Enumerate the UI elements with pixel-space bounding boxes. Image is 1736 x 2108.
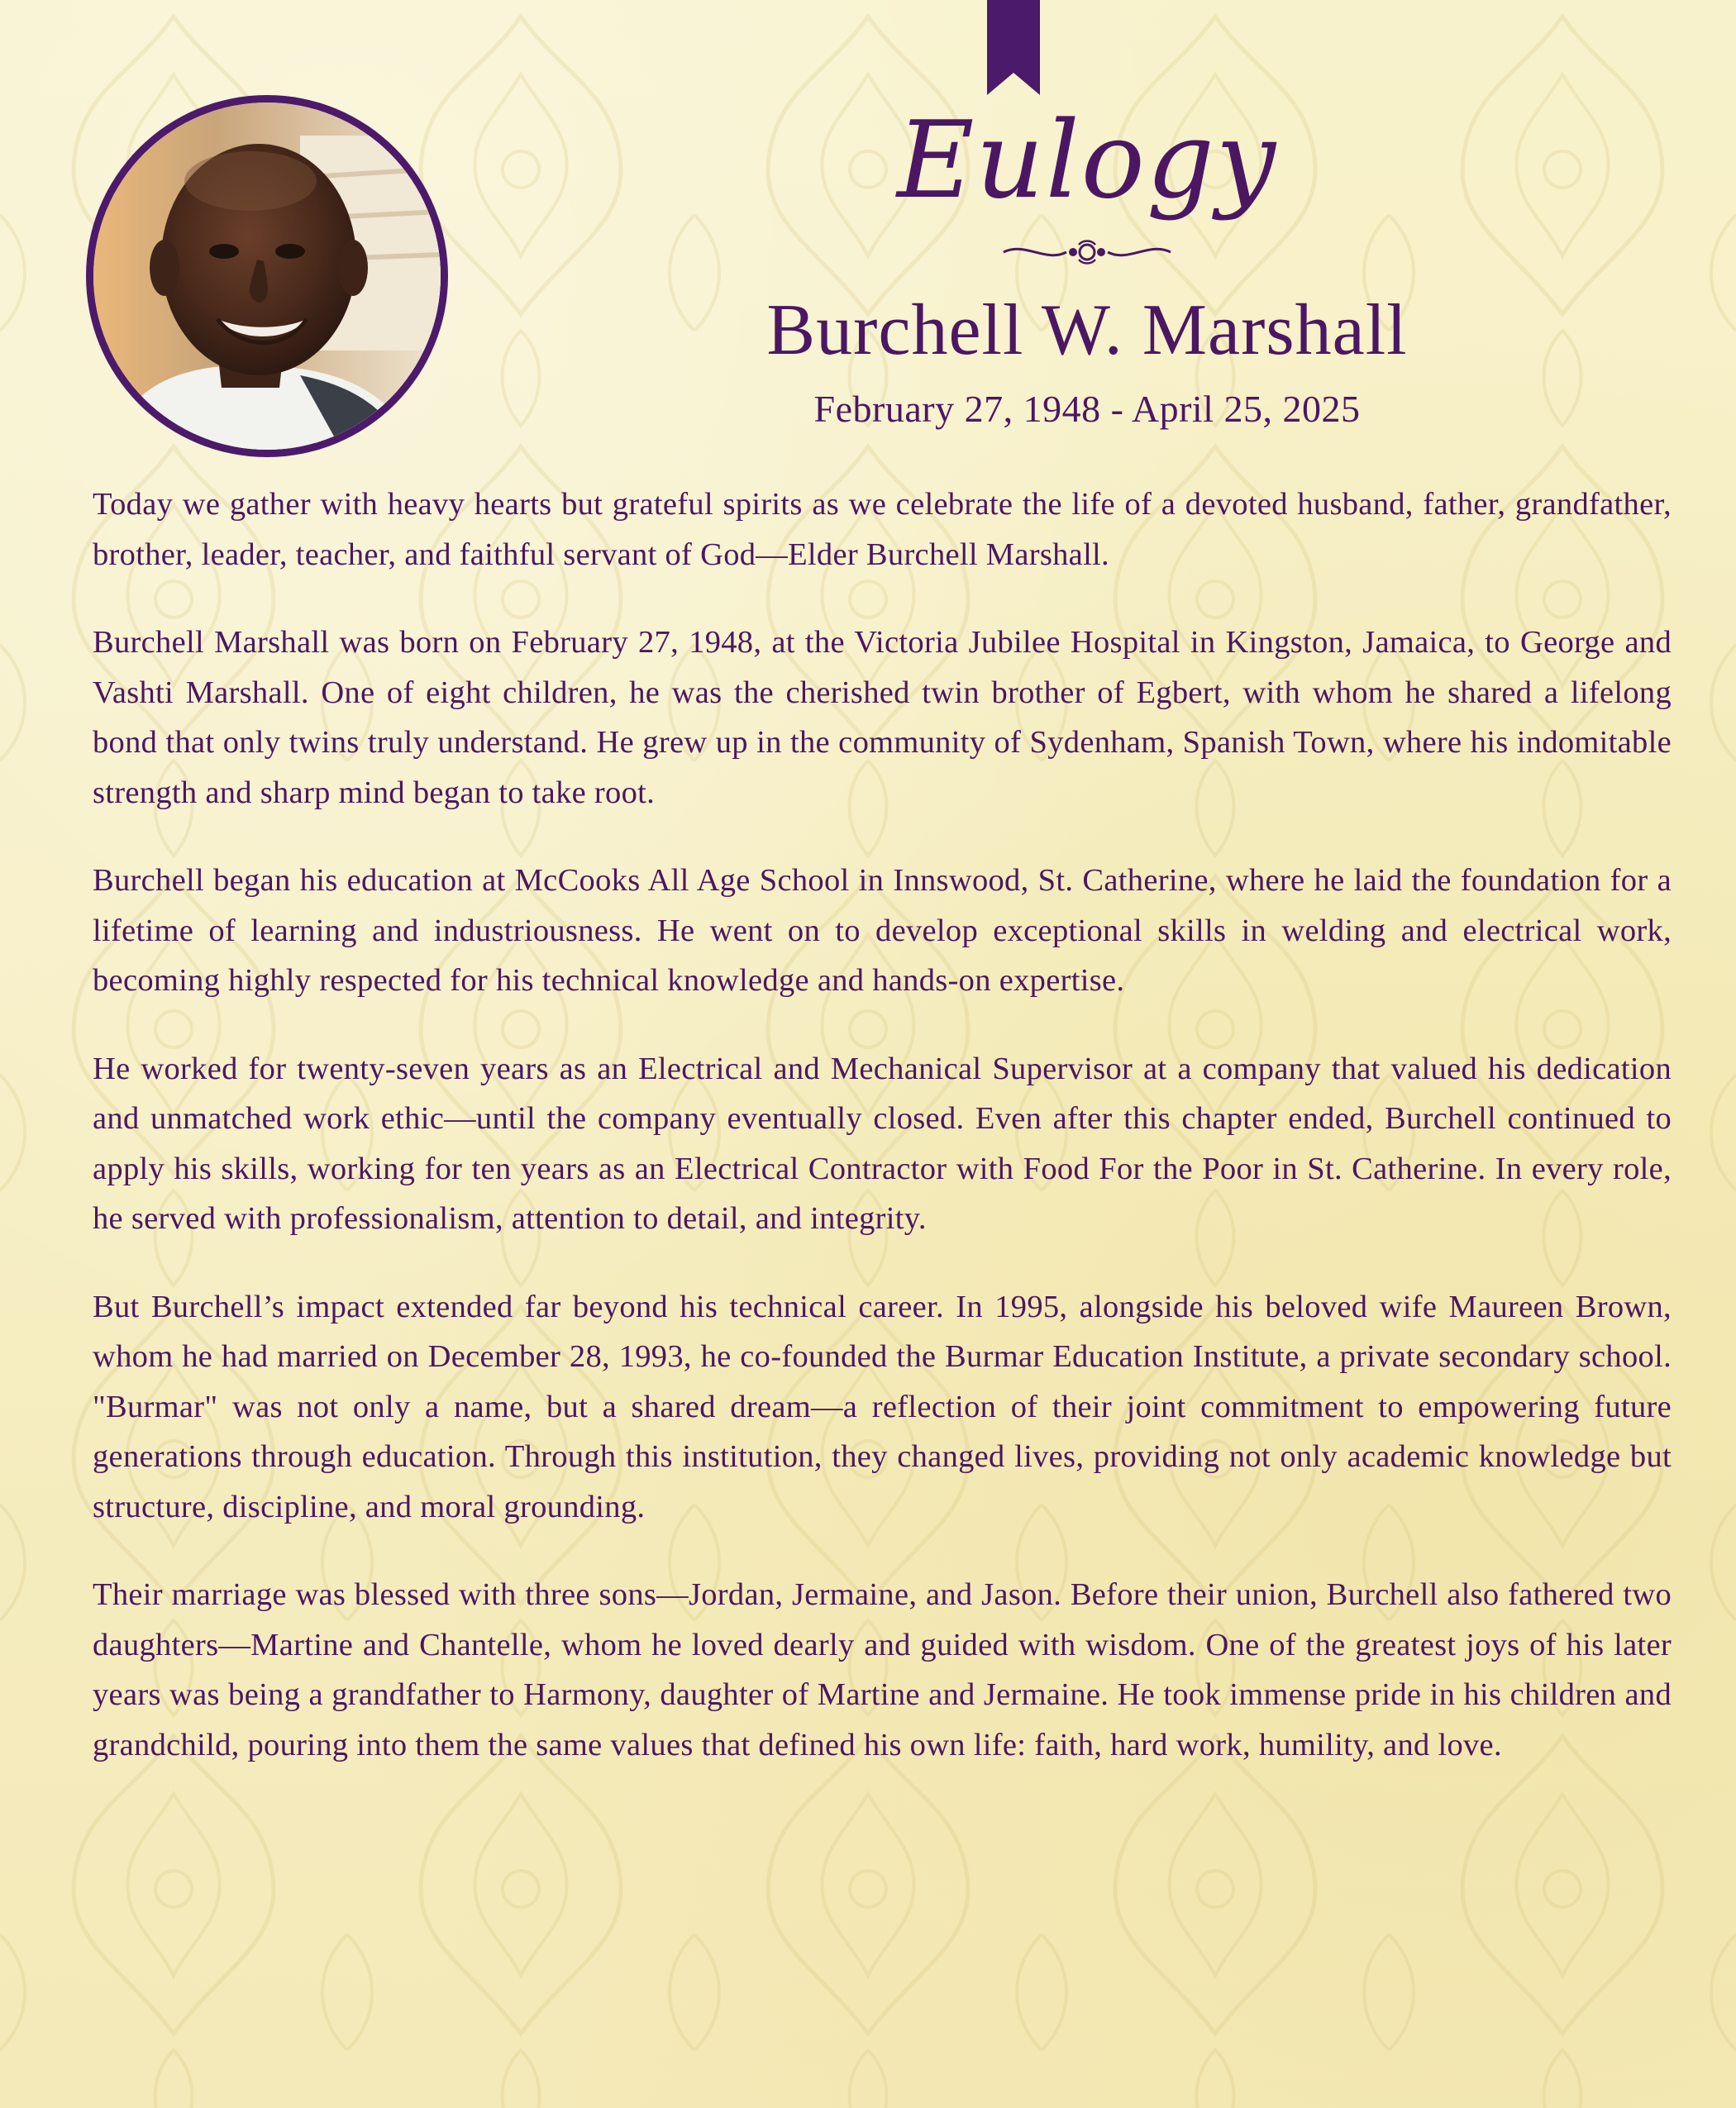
paragraph: But Burchell’s impact extended far beyond his technical career. In 1995, alongside his beloved wife Maureen Brown, whom he had married on December 28, 1993, he co-founded the Burmar Education Institute, a private secondary school. "Burmar" was not only a name, but a shared dream—a reflection of their joint commitment to empowering future generations through education. Through this institution, they changed lives, providing not only academic knowledge but structure, discipline, and moral grounding.	[93, 1289, 1672, 1524]
bookmark-ribbon-icon	[987, 0, 1040, 95]
eulogy-title: Eulogy	[896, 99, 1278, 222]
paragraph: Today we gather with heavy hearts but grateful spirits as we celebrate the life of a devoted husband, father, grandfather, brother, leader, teacher, and faithful servant of God—Elder Burchell Marshall.	[93, 487, 1672, 572]
paragraph: Burchell Marshall was born on February 27, 1948, at the Victoria Jubilee Hospital in Kingston, Jamaica, to George and Vashti Marshall. One of eight children, he was the cherished twin brother of Egbert, with whom he shared a lifelong bond that only twins truly understand. He grew up in the community of Sydenham, Spanish Town, where his indomitable strength and sharp mind began to take root.	[93, 625, 1672, 810]
portrait-frame	[86, 95, 448, 457]
eulogy-body	[93, 479, 1672, 1808]
ornamental-flourish-icon	[1000, 238, 1174, 266]
paragraph: Their marriage was blessed with three sons—Jordan, Jermaine, and Jason. Before their union, Burchell also fathered two daughters—Martine and Chantelle, whom he loved dearly and guided with wisdom. One of the greatest joys of his later years was being a grandfather to Harmony, daughter of Martine and Jermaine. He took immense pride in his children and grandchild, pouring into them the same values that defined his own life: faith, hard work, humility, and love.	[93, 1577, 1672, 1762]
portrait-photo	[93, 103, 441, 450]
paragraph: He worked for twenty-seven years as an Electrical and Mechanical Supervisor at a company that valued his dedication and unmatched work ethic—until the company eventually closed. Even after this chapter ended, Burchell continued to apply his skills, working for ten years as an Electrical Contractor with Food For the Poor in St. Catherine. In every role, he served with professionalism, attention to detail, and integrity.	[93, 1051, 1672, 1236]
paragraph: Burchell began his education at McCooks All Age School in Innswood, St. Catherine, where he laid the foundation for a lifetime of learning and industriousness. He went on to develop exceptional skills in welding and electrical work, becoming highly respected for his technical knowledge and hands-on expertise.	[93, 863, 1672, 998]
deceased-name: Burchell W. Marshall	[766, 290, 1408, 370]
life-dates: February 27, 1948 - April 25, 2025	[813, 388, 1361, 430]
